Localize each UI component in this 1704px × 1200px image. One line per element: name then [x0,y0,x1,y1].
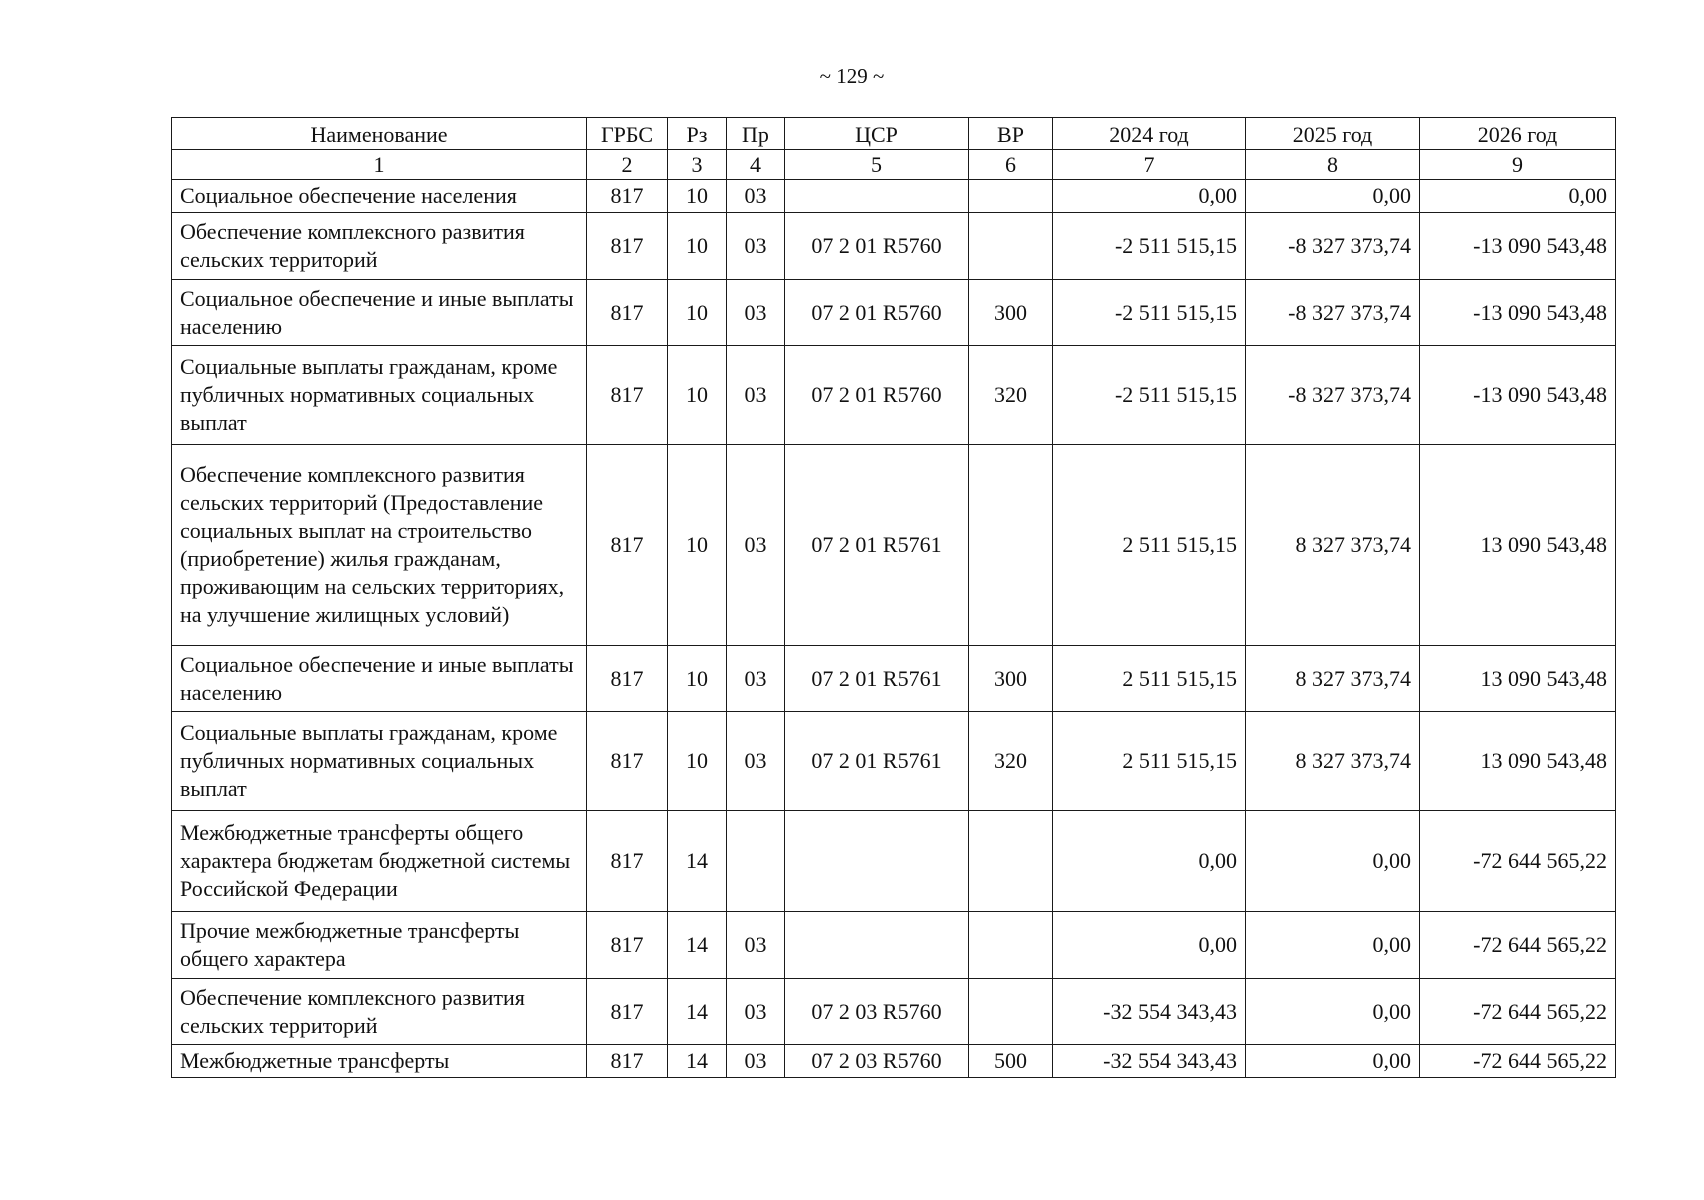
amount-2024-cell: -32 554 343,43 [1053,979,1246,1045]
amount-2024-cell: 0,00 [1053,811,1246,912]
csr-cell: 07 2 01 R5761 [785,445,969,646]
vr-cell: 320 [969,712,1053,811]
grbs-cell: 817 [587,811,668,912]
amount-2025-cell: -8 327 373,74 [1246,213,1420,280]
rz-cell: 14 [668,979,727,1045]
amount-2025-cell: 0,00 [1246,811,1420,912]
header-cell: 2024 год [1053,118,1246,150]
header-cell: Пр [727,118,785,150]
pr-cell: 03 [727,712,785,811]
vr-cell: 320 [969,346,1053,445]
csr-cell [785,811,969,912]
table-row [172,445,1616,646]
amount-2026-cell: 13 090 543,48 [1420,445,1616,646]
amount-2026-cell: 13 090 543,48 [1420,646,1616,712]
table-row [172,712,1616,811]
budget-table [171,117,1616,1078]
vr-cell: 300 [969,280,1053,346]
header-cell: ЦСР [785,118,969,150]
pr-cell: 03 [727,445,785,646]
amount-2024-cell: -32 554 343,43 [1053,1045,1246,1078]
amount-2025-cell: -8 327 373,74 [1246,280,1420,346]
amount-2025-cell: 8 327 373,74 [1246,445,1420,646]
grbs-cell: 817 [587,1045,668,1078]
grbs-cell: 817 [587,445,668,646]
amount-2024-cell: 2 511 515,15 [1053,712,1246,811]
amount-2025-cell: 0,00 [1246,1045,1420,1078]
csr-cell: 07 2 03 R5760 [785,979,969,1045]
amount-2025-cell: 0,00 [1246,912,1420,979]
amount-2025-cell: 0,00 [1246,180,1420,213]
amount-2026-cell: -72 644 565,22 [1420,811,1616,912]
row-name-cell: Социальные выплаты гражданам, кроме публичных нормативных социальных выплат [172,712,587,811]
pr-cell: 03 [727,213,785,280]
amount-2025-cell: -8 327 373,74 [1246,346,1420,445]
amount-2026-cell: -13 090 543,48 [1420,346,1616,445]
column-number-cell: 3 [668,150,727,180]
csr-cell: 07 2 01 R5760 [785,280,969,346]
amount-2024-cell: 0,00 [1053,912,1246,979]
amount-2024-cell: 2 511 515,15 [1053,646,1246,712]
pr-cell: 03 [727,180,785,213]
table-row [172,213,1616,280]
amount-2026-cell: -72 644 565,22 [1420,1045,1616,1078]
amount-2026-cell: -72 644 565,22 [1420,912,1616,979]
row-name-cell: Обеспечение комплексного развития сельских территорий (Предоставление социальных выплат на строительство (приобретение) жилья гражданам, проживающим на сельских территориях, на улучшение жилищных условий) [172,445,587,646]
table-body [172,118,1616,1078]
pr-cell [727,811,785,912]
pr-cell: 03 [727,646,785,712]
amount-2026-cell: 0,00 [1420,180,1616,213]
row-name-cell: Обеспечение комплексного развития сельских территорий [172,979,587,1045]
table-row [172,180,1616,213]
csr-cell [785,912,969,979]
column-number-cell: 1 [172,150,587,180]
pr-cell: 03 [727,1045,785,1078]
rz-cell: 10 [668,280,727,346]
vr-cell [969,811,1053,912]
column-number-cell: 2 [587,150,668,180]
csr-cell: 07 2 01 R5761 [785,646,969,712]
vr-cell [969,445,1053,646]
header-row [172,118,1616,150]
rz-cell: 14 [668,1045,727,1078]
header-cell: ВР [969,118,1053,150]
vr-cell [969,180,1053,213]
amount-2026-cell: 13 090 543,48 [1420,712,1616,811]
table-row [172,912,1616,979]
rz-cell: 10 [668,346,727,445]
vr-cell [969,213,1053,280]
rz-cell: 14 [668,912,727,979]
grbs-cell: 817 [587,979,668,1045]
column-number-cell: 9 [1420,150,1616,180]
rz-cell: 10 [668,213,727,280]
pr-cell: 03 [727,280,785,346]
column-number-cell: 4 [727,150,785,180]
header-cell: 2026 год [1420,118,1616,150]
rz-cell: 10 [668,712,727,811]
grbs-cell: 817 [587,180,668,213]
amount-2024-cell: 2 511 515,15 [1053,445,1246,646]
table-row [172,346,1616,445]
pr-cell: 03 [727,346,785,445]
amount-2024-cell: -2 511 515,15 [1053,280,1246,346]
row-name-cell: Социальное обеспечение и иные выплаты населению [172,280,587,346]
table-row [172,280,1616,346]
amount-2026-cell: -13 090 543,48 [1420,213,1616,280]
vr-cell [969,979,1053,1045]
page-number: ~ 129 ~ [819,64,885,88]
row-name-cell: Обеспечение комплексного развития сельских территорий [172,213,587,280]
column-number-cell: 6 [969,150,1053,180]
amount-2025-cell: 8 327 373,74 [1246,712,1420,811]
row-name-cell: Социальное обеспечение и иные выплаты населению [172,646,587,712]
row-name-cell: Межбюджетные трансферты [172,1045,587,1078]
table-row [172,979,1616,1045]
vr-cell [969,912,1053,979]
rz-cell: 10 [668,445,727,646]
amount-2026-cell: -72 644 565,22 [1420,979,1616,1045]
header-cell: Наименование [172,118,587,150]
column-number-cell: 7 [1053,150,1246,180]
row-name-cell: Социальные выплаты гражданам, кроме публичных нормативных социальных выплат [172,346,587,445]
column-number-cell: 5 [785,150,969,180]
grbs-cell: 817 [587,646,668,712]
rz-cell: 10 [668,646,727,712]
table-row [172,811,1616,912]
table-row [172,646,1616,712]
column-number-row [172,150,1616,180]
header-cell: ГРБС [587,118,668,150]
amount-2024-cell: -2 511 515,15 [1053,346,1246,445]
vr-cell: 500 [969,1045,1053,1078]
csr-cell: 07 2 01 R5761 [785,712,969,811]
csr-cell: 07 2 03 R5760 [785,1045,969,1078]
csr-cell: 07 2 01 R5760 [785,213,969,280]
amount-2026-cell: -13 090 543,48 [1420,280,1616,346]
header-cell: 2025 год [1246,118,1420,150]
grbs-cell: 817 [587,346,668,445]
row-name-cell: Межбюджетные трансферты общего характера бюджетам бюджетной системы Российской Федерации [172,811,587,912]
rz-cell: 14 [668,811,727,912]
row-name-cell: Прочие межбюджетные трансферты общего характера [172,912,587,979]
rz-cell: 10 [668,180,727,213]
vr-cell: 300 [969,646,1053,712]
grbs-cell: 817 [587,912,668,979]
amount-2024-cell: 0,00 [1053,180,1246,213]
pr-cell: 03 [727,979,785,1045]
row-name-cell: Социальное обеспечение населения [172,180,587,213]
amount-2025-cell: 8 327 373,74 [1246,646,1420,712]
grbs-cell: 817 [587,712,668,811]
table-row [172,1045,1616,1078]
csr-cell: 07 2 01 R5760 [785,346,969,445]
pr-cell: 03 [727,912,785,979]
amount-2024-cell: -2 511 515,15 [1053,213,1246,280]
column-number-cell: 8 [1246,150,1420,180]
grbs-cell: 817 [587,280,668,346]
amount-2025-cell: 0,00 [1246,979,1420,1045]
header-cell: Рз [668,118,727,150]
grbs-cell: 817 [587,213,668,280]
csr-cell [785,180,969,213]
